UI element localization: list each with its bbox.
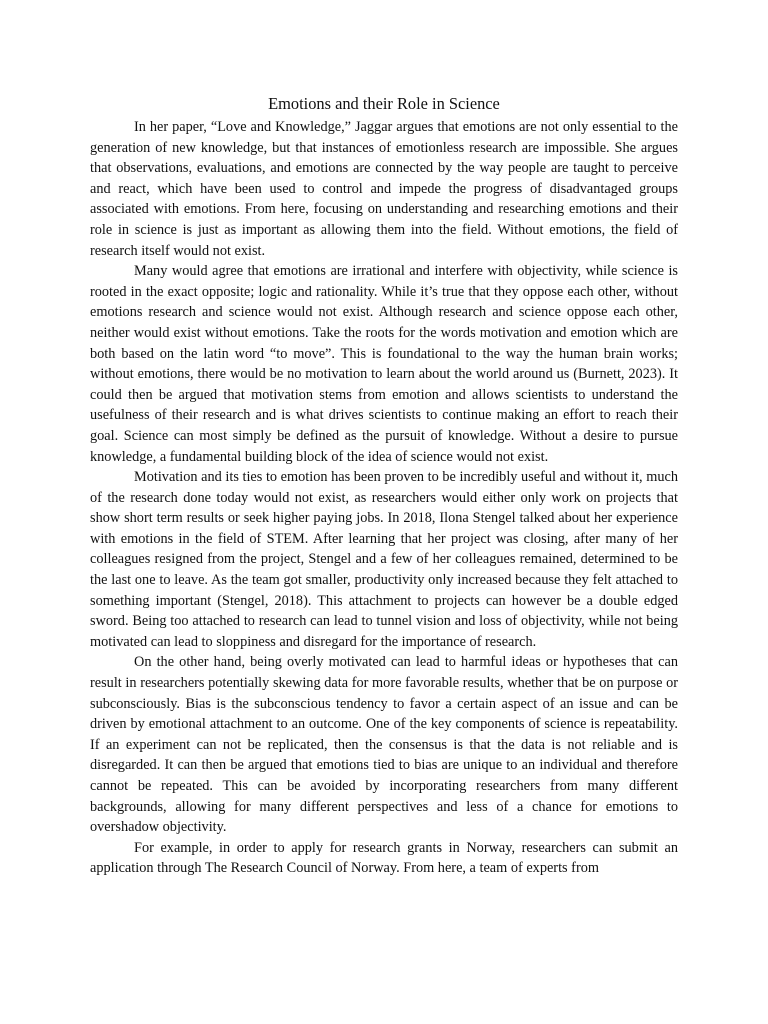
document-title: Emotions and their Role in Science bbox=[268, 94, 500, 113]
paragraph-5: For example, in order to apply for research grants in Norway, researchers can submit an application through The Research Council of Norway. From here, a team of experts from bbox=[90, 839, 678, 877]
paragraph-2: Many would agree that emotions are irrational and interfere with objectivity, while science is rooted in the exact opposite; logic and rationality. While it’s true that they oppose each other, without emotions research and science would not exist. Although research and science oppose each other, neither would exist without emotions. Take the roots for the words motivation and emotion which are both based on the latin word “to move”. This is foundational to the way the human brain works; without emotions, there would be no motivation to learn about the world around us (Burnett, 2023). It could then be argued that motivation stems from emotion and allows scientists to understand the usefulness of their research and is what drives scientists to continue making an effort to reach their goal. Science can most simply be defined as the pursuit of knowledge. Without a desire to pursue knowledge, a fundamental building block of the idea of science would not exist. bbox=[90, 263, 678, 465]
paragraph-3: Motivation and its ties to emotion has been proven to be incredibly useful and without it, much of the research done today would not exist, as researchers would either only work on projects that show short term results or seek higher paying jobs. In 2018, Ilona Stengel talked about her experience with emotions in the field of STEM. After learning that her project was closing, after many of her colleagues resigned from the project, Stengel and a few of her colleagues remained, determined to be the last one to leave. As the team got smaller, productivity only increased because they felt attached to something important (Stengel, 2018). This attachment to projects can however be a double edged sword. Being too attached to research can lead to tunnel vision and loss of objectivity, while not being motivated can lead to sloppiness and disregard for the importance of research. bbox=[90, 469, 678, 650]
document-body bbox=[90, 117, 678, 879]
paragraph-1: In her paper, “Love and Knowledge,” Jaggar argues that emotions are not only essential to the generation of new knowledge, but that instances of emotionless research are impossible. She argues that observations, evaluations, and emotions are connected by the way people are taught to perceive and react, which have been used to control and impede the progress of disadvantaged groups associated with emotions. From here, focusing on understanding and researching emotions and their role in science is just as important as allowing them into the field. Without emotions, the field of research itself would not exist. bbox=[90, 119, 678, 259]
paragraph-4: On the other hand, being overly motivated can lead to harmful ideas or hypotheses that can result in researchers potentially skewing data for more favorable results, whether that be on purpose or subconsciously. Bias is the subconscious tendency to favor a certain aspect of an issue and can be driven by emotional attachment to an outcome. One of the key components of science is repeatability. If an experiment can not be replicated, then the consensus is that the data is not reliable and is disregarded. It can then be argued that emotions tied to bias are unique to an individual and therefore cannot be repeated. This can be avoided by incorporating researchers from many different backgrounds, allowing for many different perspectives and less of a chance for emotions to overshadow objectivity. bbox=[90, 654, 678, 836]
